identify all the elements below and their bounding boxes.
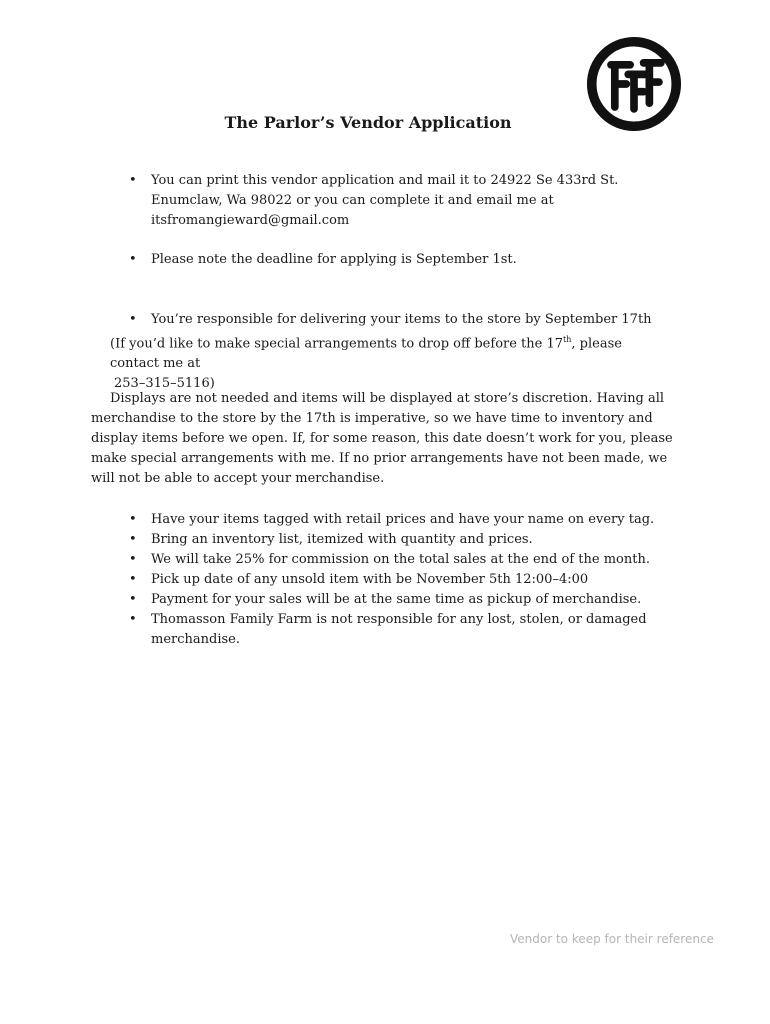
list-item (129, 250, 671, 270)
bullet-text: You’re responsible for delivering your items to the store by September 17th (151, 312, 652, 327)
bullet-icon: • (129, 612, 137, 627)
footer-reference-note: Vendor to keep for their reference (510, 932, 714, 946)
dropoff-note (110, 330, 670, 394)
rule-text: Payment for your sales will be at the same time as pickup of merchandise. (151, 592, 642, 607)
bullet-icon: • (129, 592, 137, 607)
list-item (129, 510, 671, 530)
rule-text: Bring an inventory list, itemized with quantity and prices. (151, 532, 533, 547)
note-text: (If you’d like to make special arrangements to drop off before the 17 (110, 336, 564, 352)
intro-bullet-list (129, 250, 671, 270)
list-item (129, 171, 671, 231)
bullet-icon: • (129, 312, 137, 327)
list-item (129, 570, 671, 590)
list-item (129, 550, 671, 570)
note-superscript: th (563, 335, 572, 344)
page-title: The Parlor’s Vendor Application (224, 113, 512, 132)
intro-bullet-list (129, 310, 671, 330)
list-item (129, 310, 671, 330)
bullet-icon: • (129, 252, 137, 267)
bullet-text: Please note the deadline for applying is September 1st. (151, 252, 517, 267)
note-text-cont: , please contact me at (110, 336, 622, 372)
list-item (129, 530, 671, 550)
rules-list (129, 510, 671, 650)
list-item (129, 590, 671, 610)
bullet-icon: • (129, 572, 137, 587)
rule-text: Pick up date of any unsold item with be November 5th 12:00–4:00 (151, 572, 589, 587)
intro-bullet-list (129, 171, 671, 231)
bullet-text: You can print this vendor application and mail it to 24922 Se 433rd St. Enumclaw, Wa 98022 or you can complete it and email me at itsfromangieward@gmail.com (151, 173, 619, 228)
bullet-icon: • (129, 173, 137, 188)
rule-text: We will take 25% for commission on the total sales at the end of the month. (151, 552, 650, 567)
rule-text: Thomasson Family Farm is not responsible for any lost, stolen, or damaged merchandise. (151, 612, 647, 647)
rule-text: Have your items tagged with retail prices and have your name on every tag. (151, 512, 655, 527)
display-paragraph: Displays are not needed and items will be displayed at store’s discretion. Having all merchandise to the store by the 17th is imperative, so we have time to inventory and display items before we open. If, for some reason, this date doesn’t work for you, please make special arrangements with me. If no prior arrangements have not been made, we will not be able to accept your merchandise. (91, 391, 673, 486)
list-item (129, 610, 671, 650)
bullet-icon: • (129, 512, 137, 527)
bullet-icon: • (129, 552, 137, 567)
bullet-icon: • (129, 532, 137, 547)
contact-phone: 253–315–5116) (114, 376, 215, 392)
